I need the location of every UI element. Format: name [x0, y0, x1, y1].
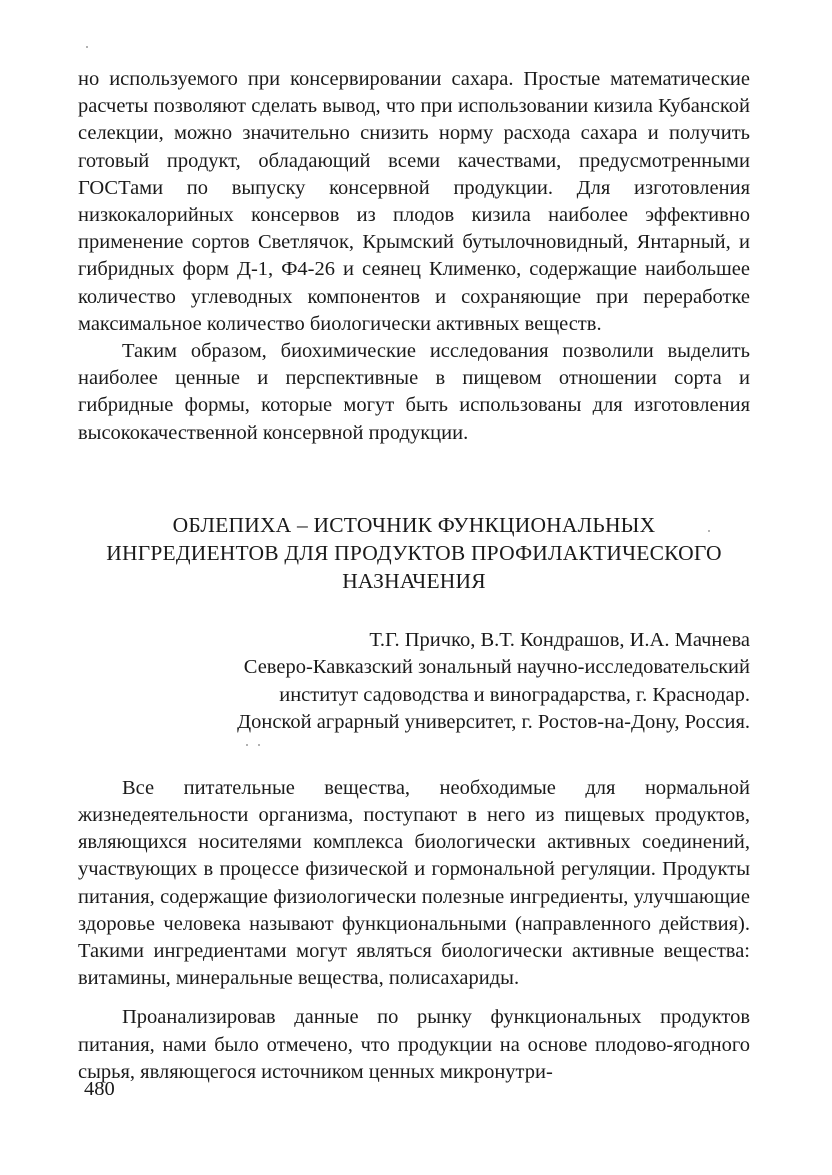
scan-speck — [258, 744, 260, 746]
article-title-line: ОБЛЕПИХА – ИСТОЧНИК ФУНКЦИОНАЛЬНЫХ — [172, 512, 656, 537]
body-paragraph: Все питательные вещества, необходимые для нормальной жизнедеятельности организма, поступают в него из пищевых продуктов, являющихся носителями комплекса биологически активных соединений, участвующих в процессе физической и гормональной регуляции. Продукты питания, содержащие физиологически полезные ингредиенты, улучшающие здоровье человека называют функциональными (направленного действия). Такими ингредиентами могут являться биологически активные вещества: витамины, минеральные вещества, полисахариды. — [78, 776, 750, 990]
authors: Т.Г. Причко, В.Т. Кондрашов, И.А. Мачнева — [369, 628, 750, 651]
article-title — [78, 511, 750, 595]
article-title-line: НАЗНАЧЕНИЯ — [342, 568, 486, 593]
byline — [78, 627, 750, 737]
body-paragraph: Проанализировав данные по рынку функциональных продуктов питания, нами было отмечено, что продукции на основе плодово-ягодного сырья, являющегося источником ценных микронутри- — [78, 1006, 750, 1083]
scan-speck — [86, 46, 88, 48]
article-title-line: ИНГРЕДИЕНТОВ ДЛЯ ПРОДУКТОВ ПРОФИЛАКТИЧЕСКОГО — [106, 540, 722, 565]
page-number: 480 — [84, 1078, 115, 1100]
page-body — [78, 66, 750, 1086]
scan-speck — [246, 744, 248, 746]
continued-paragraph: но используемого при консервировании сахара. Простые математические расчеты позволяют сделать вывод, что при использовании кизила Кубанской селекции, можно значительно снизить норму расхода сахара и получить готовый продукт, обладающий всеми качествами, предусмотренными ГОСТами по выпуску консервной продукции. Для изготовления низкокалорийных консервов из плодов кизила наиболее эффективно применение сортов Светлячок, Крымский бутылочновидный, Янтарный, и гибридных форм Д-1, Ф4-26 и сеянец Клименко, содержащие наибольшее количество углеводных компонентов и сохраняющие при переработке максимальное количество биологически активных веществ. — [78, 68, 750, 335]
affiliation-line: Северо-Кавказский зональный научно-исследовательский — [243, 656, 750, 679]
affiliation-line: Донской аграрный университет, г. Ростов-на-Дону, Россия. — [237, 711, 750, 734]
conclusion-paragraph: Таким образом, биохимические исследования позволили выделить наиболее ценные и перспективные в пищевом отношении сорта и гибридные формы, которые могут быть использованы для изготовления высококачественной консервной продукции. — [78, 340, 750, 444]
scan-speck — [708, 530, 710, 532]
affiliation-line: институт садоводства и виноградарства, г. Краснодар. — [279, 683, 750, 706]
